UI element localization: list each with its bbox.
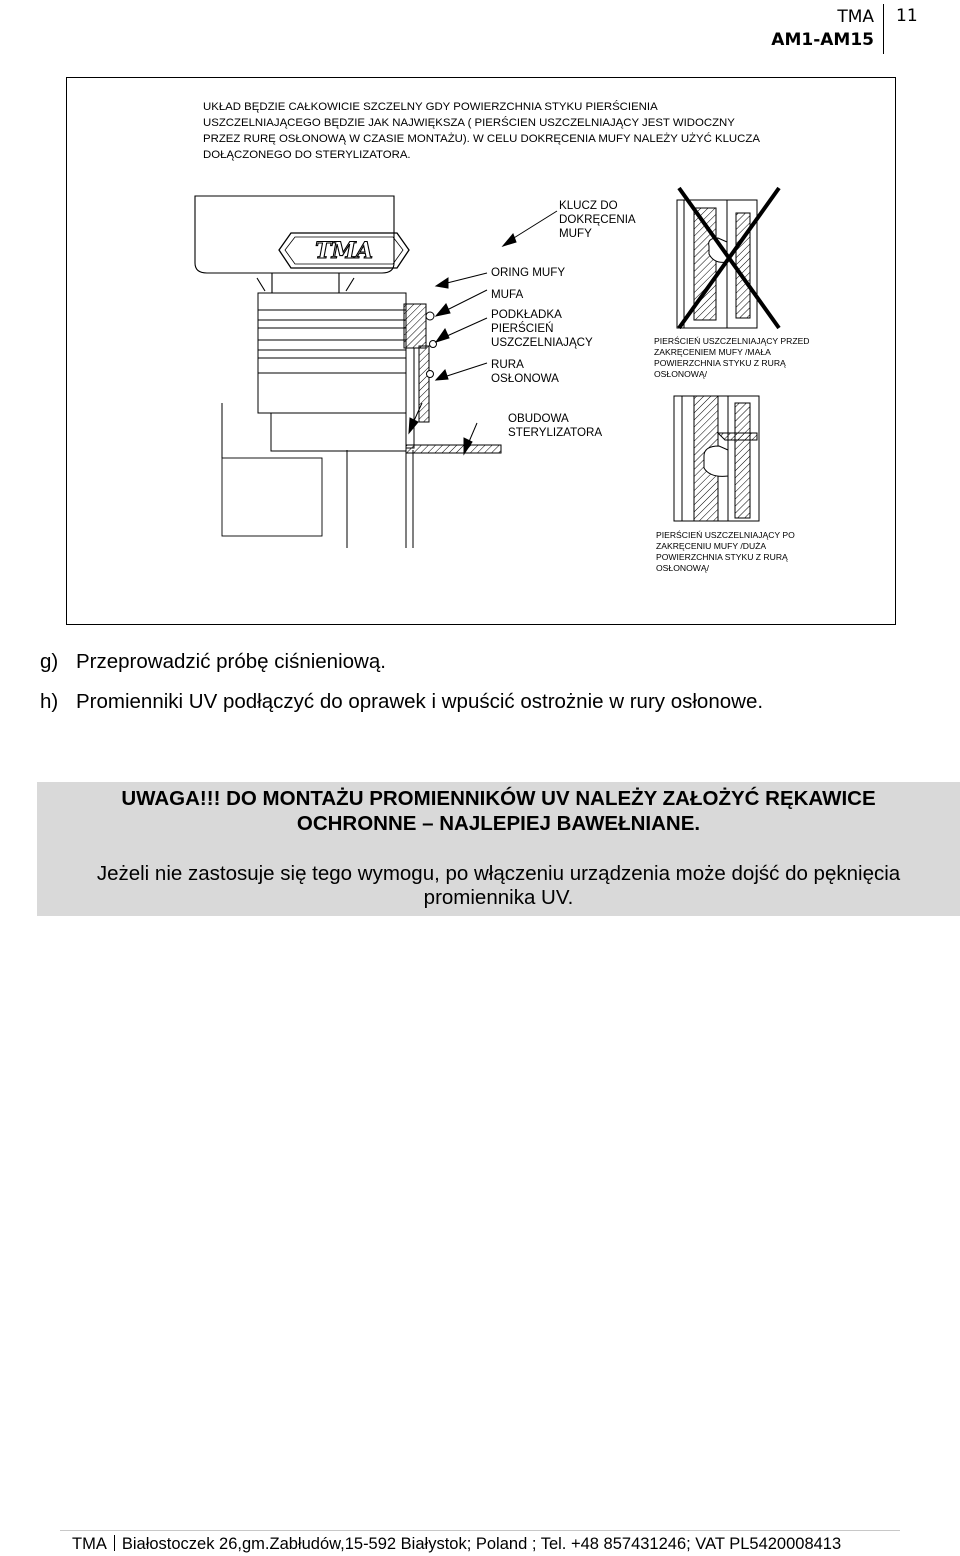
caption-before-line3: POWIERZCHNIA STYKU Z RURĄ [654,358,786,368]
sleeve-body-drawing [222,293,406,548]
page-footer [72,1535,841,1554]
label-housing [508,412,602,440]
warning-body-line2: promiennika UV. [423,886,574,909]
label-tube-line1: RURA [491,358,524,371]
step-g-text: Przeprowadzić próbę ciśnieniową. [76,650,386,673]
footer-brand: TMA [72,1535,107,1553]
section-drawing [404,304,501,548]
caption-after [656,530,795,574]
footer-address: Białostoczek 26,gm.Zabłudów,15-592 Białystok; Poland ; Tel. +48 857431246; VAT PL5420008413 [121,1535,842,1553]
wrench-drawing [195,196,409,303]
step-g-letter: g) [40,650,59,673]
label-washer-line3: USZCZELNIAJĄCY [491,336,593,349]
label-tube [491,358,559,386]
header-divider [883,4,884,54]
warning-body-line1: Jeżeli nie zastosuje się tego wymogu, po włączeniu urządzenia może dojść do pęknięcia [96,862,901,885]
caption-before-line1: PIERŚCIEŃ USZCZELNIAJĄCY PRZED [654,336,810,346]
header-brand: TMA [837,7,874,27]
step-h-text: Promienniki UV podłączyć do oprawek i wpuścić ostrożnie w rury osłonowe. [76,690,764,713]
step-h [40,690,763,714]
caption-before [654,336,810,380]
assembly-figure [66,77,896,625]
figure-note: UKŁAD BĘDZIE CAŁKOWICIE SZCZELNY GDY POWIERZCHNIA STYKU PIERŚCIENIA USZCZELNIAJĄCEGO BĘDZIE JAK NAJWIĘKSZA ( PIERŚCIEN USZCZELNIAJĄCY JEST WIDOCZNY PRZEZ RURĘ OSŁONOWĄ W CZASIE MONTAŻU). W CELU DOKRĘCENIA MUFY NALEŻY UŻYĆ KLUCZA DOŁĄCZONEGO DO STERYLIZATORA. [203,101,760,161]
warning-box [37,782,960,916]
detail-after-drawing [674,396,759,521]
step-h-letter: h) [40,690,59,713]
caption-after-line1: PIERŚCIEŃ USZCZELNIAJĄCY PO [656,530,795,540]
tma-logo: TMA [315,238,373,264]
caption-before-line4: OSŁONOWĄ/ [654,369,708,379]
caption-after-line4: OSŁONOWĄ/ [656,563,710,573]
label-washer [491,308,593,350]
label-oring: ORING MUFY [491,266,566,279]
footer-separator [114,1535,115,1551]
header-model: AM1-AM15 [771,30,874,50]
step-g [40,650,386,674]
footer-divider [60,1530,900,1531]
label-housing-line1: OBUDOWA [508,412,569,425]
caption-after-line3: POWIERZCHNIA STYKU Z RURĄ [656,552,788,562]
label-washer-line1: PODKŁADKA [491,308,562,321]
caption-after-line2: ZAKRĘCENIU MUFY /DUŻA [656,541,767,551]
page-header [771,6,874,52]
label-tube-line2: OSŁONOWA [491,372,559,385]
label-wrench [559,199,636,241]
page-number: 11 [896,6,918,26]
label-washer-line2: PIERŚCIEŃ [491,322,554,335]
label-wrench-line2: DOKRĘCENIA [559,213,636,226]
label-wrench-line1: KLUCZ DO [559,199,618,212]
caption-before-line2: ZAKRĘCENIEM MUFY /MAŁA [654,347,771,357]
label-mufa: MUFA [491,288,524,301]
warning-body [37,862,960,910]
label-wrench-line3: MUFY [559,227,592,240]
warning-title [37,786,960,836]
warning-title-line2: OCHRONNE – NAJLEPIEJ BAWEŁNIANE. [296,812,701,835]
detail-before-drawing [677,188,779,328]
warning-title-line1: UWAGA!!! DO MONTAŻU PROMIENNIKÓW UV NALEŻY ZAŁOŻYĆ RĘKAWICE [121,787,876,810]
label-housing-line2: STERYLIZATORA [508,426,603,439]
